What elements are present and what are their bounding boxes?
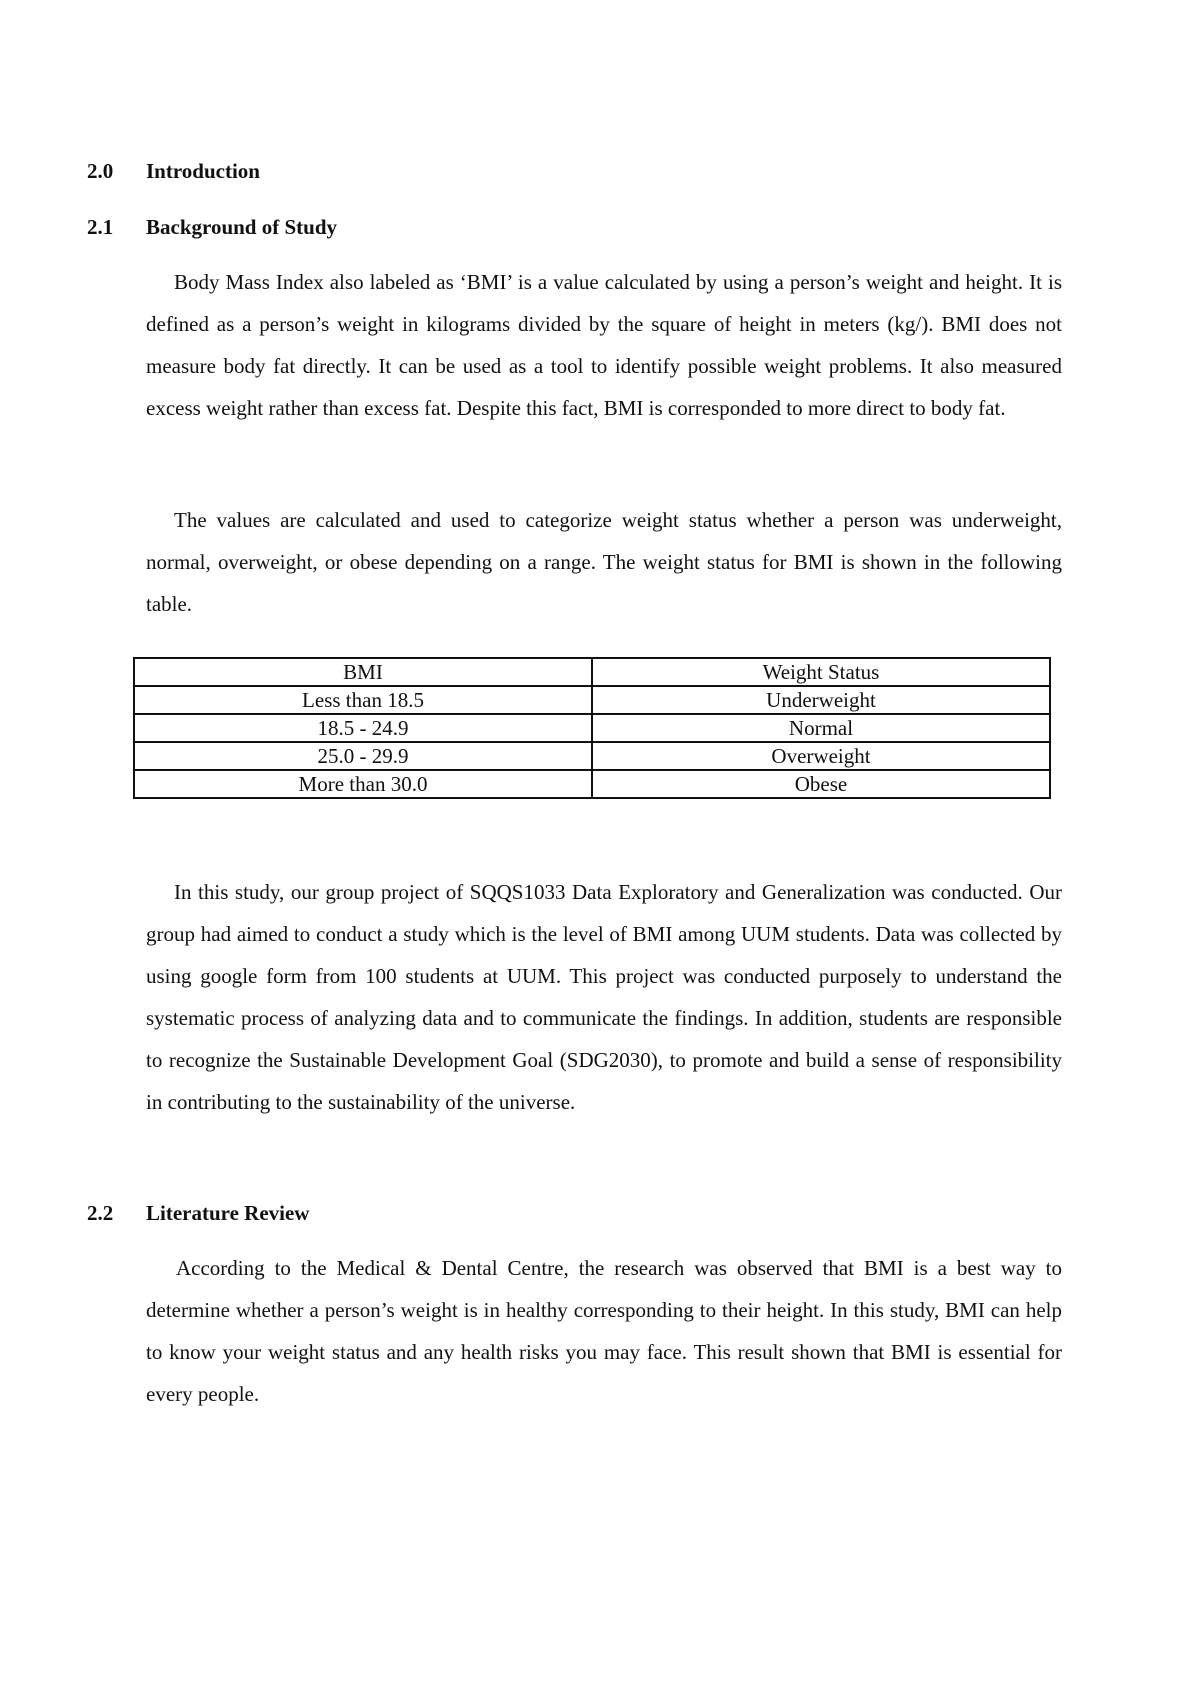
table-cell: 25.0 - 29.9 <box>134 742 592 770</box>
section-heading-introduction <box>87 158 260 184</box>
section-title: Background of Study <box>146 215 338 239</box>
paragraph-literature: According to the Medical & Dental Centre, the research was observed that BMI is a best way to determine whether a person’s weight is in healthy corresponding to their height. In this study, BMI can help to know your weight status and any health risks you may face. This result shown that BMI is essential for every people. <box>146 1256 1062 1406</box>
table-cell: Underweight <box>592 686 1050 714</box>
bmi-weight-status-table <box>133 657 1051 799</box>
paragraph-categories: The values are calculated and used to categorize weight status whether a person was underweight, normal, overweight, or obese depending on a range. The weight status for BMI is shown in the following table. <box>146 508 1062 616</box>
section-heading-background <box>87 214 337 240</box>
table-header-cell: Weight Status <box>592 658 1050 686</box>
table-cell: Obese <box>592 770 1050 798</box>
table-row <box>134 770 1050 798</box>
table-row <box>134 714 1050 742</box>
section-number: 2.1 <box>87 215 114 239</box>
section-title: Introduction <box>146 159 260 183</box>
table-cell: Normal <box>592 714 1050 742</box>
section-number: 2.2 <box>87 1201 114 1225</box>
table-cell: Less than 18.5 <box>134 686 592 714</box>
section-number: 2.0 <box>87 159 114 183</box>
table-header-row <box>134 658 1050 686</box>
table-cell: Overweight <box>592 742 1050 770</box>
table-cell: More than 30.0 <box>134 770 592 798</box>
section-title: Literature Review <box>146 1201 310 1225</box>
table-row <box>134 686 1050 714</box>
paragraph-bmi-definition: Body Mass Index also labeled as ‘BMI’ is a value calculated by using a person’s weight and height. It is defined as a person’s weight in kilograms divided by the square of height in meters (kg/). BMI does not measure body fat directly. It can be used as a tool to identify possible weight problems. It also measured excess weight rather than excess fat. Despite this fact, BMI is corresponded to more direct to body fat. <box>146 270 1062 420</box>
table-cell: 18.5 - 24.9 <box>134 714 592 742</box>
section-heading-literature-review <box>87 1200 309 1226</box>
paragraph-study: In this study, our group project of SQQS1033 Data Exploratory and Generalization was conducted. Our group had aimed to conduct a study which is the level of BMI among UUM students. Data was collected by using google form from 100 students at UUM. This project was conducted purposely to understand the systematic process of analyzing data and to communicate the findings. In addition, students are responsible to recognize the Sustainable Development Goal (SDG2030), to promote and build a sense of responsibility in contributing to the sustainability of the universe. <box>146 880 1062 1114</box>
table-header-cell: BMI <box>134 658 592 686</box>
table-row <box>134 742 1050 770</box>
